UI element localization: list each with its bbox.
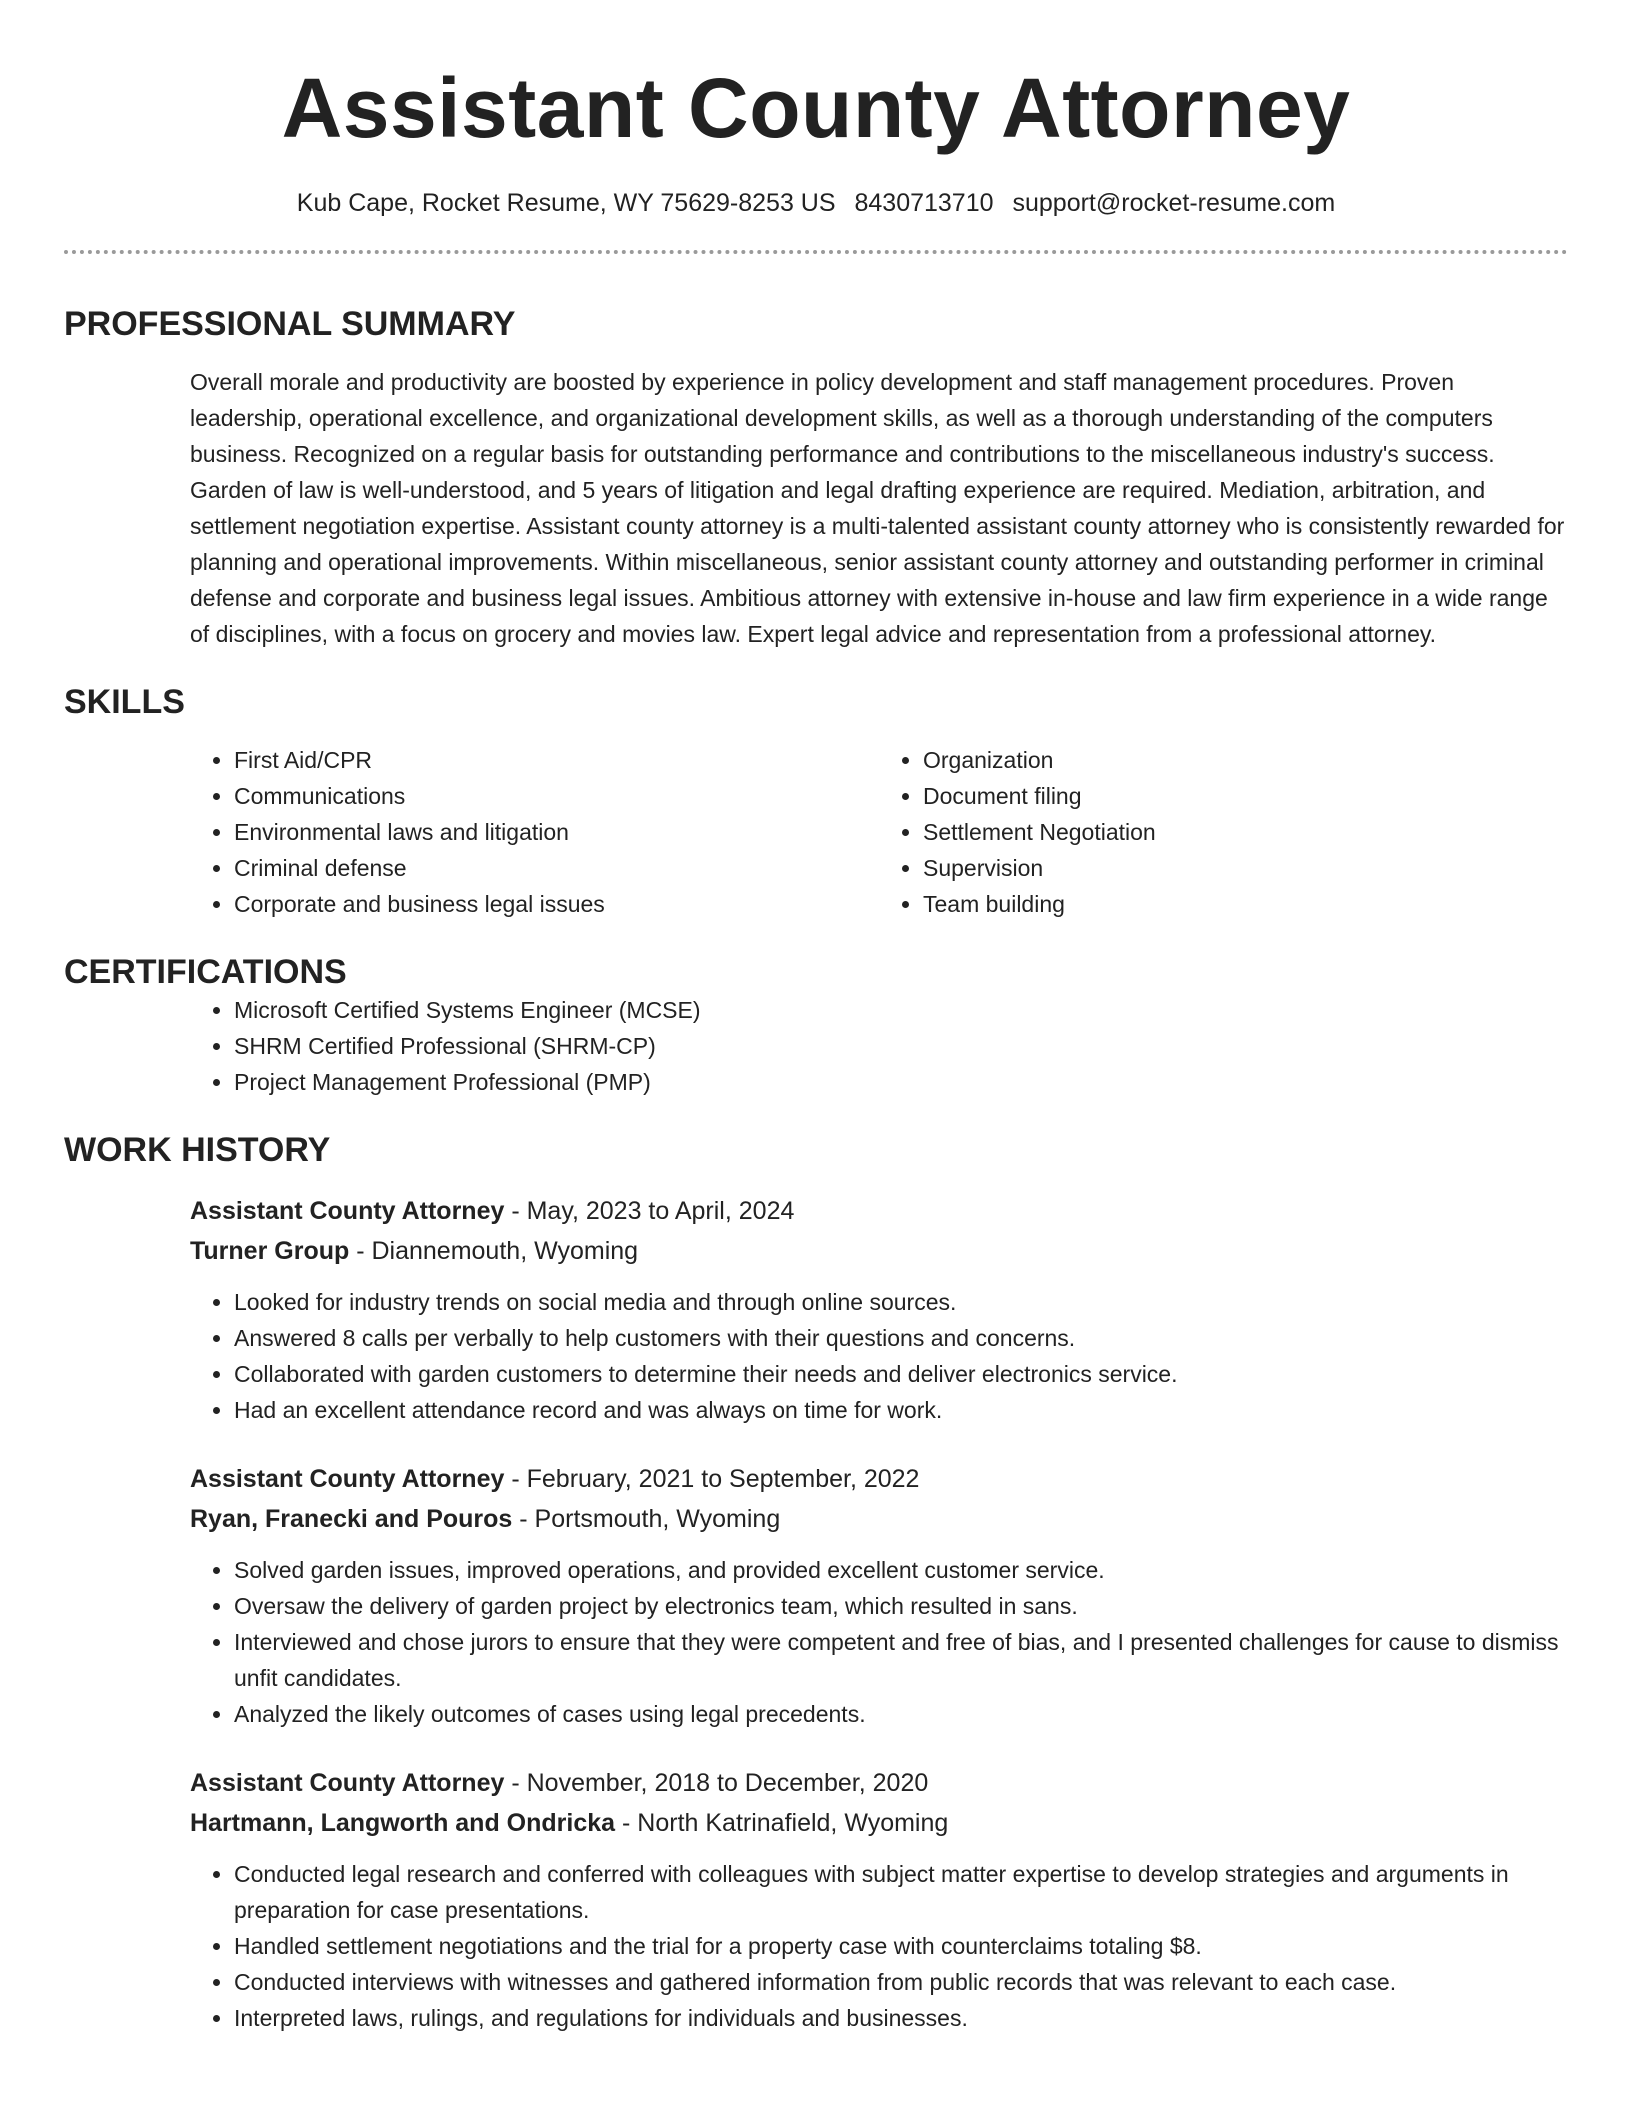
- skills-heading: SKILLS: [64, 683, 185, 721]
- skills-grid: [190, 742, 1568, 922]
- skill-item: • Supervision: [923, 850, 1568, 886]
- job-bullet: • Solved garden issues, improved operations, and provided excellent customer service.: [234, 1552, 1568, 1588]
- skill-item: • Corporate and business legal issues: [234, 886, 879, 922]
- certification-item: • Project Management Professional (PMP): [234, 1064, 1568, 1100]
- skills-list-left: [190, 742, 879, 922]
- job-dates: May, 2023 to April, 2024: [526, 1197, 795, 1225]
- job-bullet: • Interpreted laws, rulings, and regulations for individuals and businesses.: [234, 2000, 1568, 2036]
- separator: -: [504, 1465, 527, 1493]
- header-divider: [64, 250, 1568, 254]
- job-bullet: • Conducted legal research and conferred with colleagues with subject matter expertise to develop strategies and arguments in preparation for case presentations.: [234, 1856, 1568, 1928]
- separator: -: [349, 1237, 372, 1265]
- separator: -: [504, 1197, 527, 1225]
- job-entry: [190, 1192, 1568, 1428]
- job-bullets: [190, 1856, 1568, 2036]
- skill-item: • Settlement Negotiation: [923, 814, 1568, 850]
- job-company-line: [190, 1232, 1568, 1270]
- contact-address: Kub Cape, Rocket Resume, WY 75629-8253 US: [296, 189, 836, 217]
- work-history-section: [64, 1130, 1568, 2036]
- job-title-line: [190, 1192, 1568, 1230]
- certifications-list: [190, 992, 1568, 1100]
- job-location: Portsmouth, Wyoming: [534, 1505, 781, 1533]
- skills-section: [64, 682, 1568, 922]
- job-bullet: • Looked for industry trends on social media and through online sources.: [234, 1284, 1568, 1320]
- job-title: Assistant County Attorney: [190, 1769, 505, 1797]
- job-company: Ryan, Franecki and Pouros: [190, 1505, 513, 1533]
- skill-item: • Environmental laws and litigation: [234, 814, 879, 850]
- job-bullet: • Interviewed and chose jurors to ensure that they were competent and free of bias, and I presented challenges for cause to dismiss unfit candidates.: [234, 1624, 1568, 1696]
- job-company: Hartmann, Langworth and Ondricka: [190, 1809, 616, 1837]
- summary-section: [64, 304, 1568, 652]
- summary-heading: PROFESSIONAL SUMMARY: [64, 305, 516, 343]
- certification-item: • SHRM Certified Professional (SHRM-CP): [234, 1028, 1568, 1064]
- separator: -: [512, 1505, 535, 1533]
- job-location: Diannemouth, Wyoming: [371, 1237, 639, 1265]
- job-bullet: • Had an excellent attendance record and was always on time for work.: [234, 1392, 1568, 1428]
- job-entry: [190, 1460, 1568, 1732]
- skill-item: • First Aid/CPR: [234, 742, 879, 778]
- job-bullet: • Collaborated with garden customers to determine their needs and deliver electronics service.: [234, 1356, 1568, 1392]
- skill-item: • Organization: [923, 742, 1568, 778]
- job-title-line: [190, 1764, 1568, 1802]
- job-location: North Katrinafield, Wyoming: [637, 1809, 949, 1837]
- skill-item: • Document filing: [923, 778, 1568, 814]
- job-entry: [190, 1764, 1568, 2036]
- job-dates: November, 2018 to December, 2020: [526, 1769, 929, 1797]
- job-bullet: • Oversaw the delivery of garden project by electronics team, which resulted in sans.: [234, 1588, 1568, 1624]
- skills-list-right: [879, 742, 1568, 922]
- contact-email: support@rocket-resume.com: [1012, 189, 1336, 217]
- summary-text: Overall morale and productivity are boosted by experience in policy development and staff management procedures. Proven leadership, operational excellence, and organizational development skills, as well as a thorough understanding of the computers business. Recognized on a regular basis for outstanding performance and contributions to the miscellaneous industry's success. Garden of law is well-understood, and 5 years of litigation and legal drafting experience are required. Mediation, arbitration, and settlement negotiation expertise. Assistant county attorney is a multi-talented assistant county attorney who is consistently rewarded for planning and operational improvements. Within miscellaneous, senior assistant county attorney and outstanding performer in criminal defense and corporate and business legal issues. Ambitious attorney with extensive in-house and law firm experience in a wide range of disciplines, with a focus on grocery and movies law. Expert legal advice and representation from a professional attorney.: [190, 369, 1565, 647]
- job-bullet: • Conducted interviews with witnesses and gathered information from public records that was relevant to each case.: [234, 1964, 1568, 2000]
- certifications-section: [64, 952, 1568, 1100]
- job-company-line: [190, 1500, 1568, 1538]
- separator: -: [615, 1809, 638, 1837]
- job-bullet: • Analyzed the likely outcomes of cases using legal precedents.: [234, 1696, 1568, 1732]
- skill-item: • Team building: [923, 886, 1568, 922]
- job-bullet: • Handled settlement negotiations and the trial for a property case with counterclaims totaling $8.: [234, 1928, 1568, 1964]
- job-company: Turner Group: [190, 1237, 350, 1265]
- contact-line: [64, 186, 1568, 220]
- job-bullets: [190, 1552, 1568, 1732]
- job-company-line: [190, 1804, 1568, 1842]
- job-bullet: • Answered 8 calls per verbally to help customers with their questions and concerns.: [234, 1320, 1568, 1356]
- job-dates: February, 2021 to September, 2022: [526, 1465, 920, 1493]
- job-title: Assistant County Attorney: [190, 1197, 505, 1225]
- separator: -: [504, 1769, 527, 1797]
- resume-name: Assistant County Attorney: [281, 61, 1351, 155]
- work-history-heading: WORK HISTORY: [64, 1131, 331, 1169]
- skill-item: • Criminal defense: [234, 850, 879, 886]
- job-title-line: [190, 1460, 1568, 1498]
- job-bullets: [190, 1284, 1568, 1428]
- certifications-heading: CERTIFICATIONS: [64, 953, 347, 991]
- skill-item: • Communications: [234, 778, 879, 814]
- contact-phone: 8430713710: [854, 189, 994, 217]
- certification-item: • Microsoft Certified Systems Engineer (MCSE): [234, 992, 1568, 1028]
- job-title: Assistant County Attorney: [190, 1465, 505, 1493]
